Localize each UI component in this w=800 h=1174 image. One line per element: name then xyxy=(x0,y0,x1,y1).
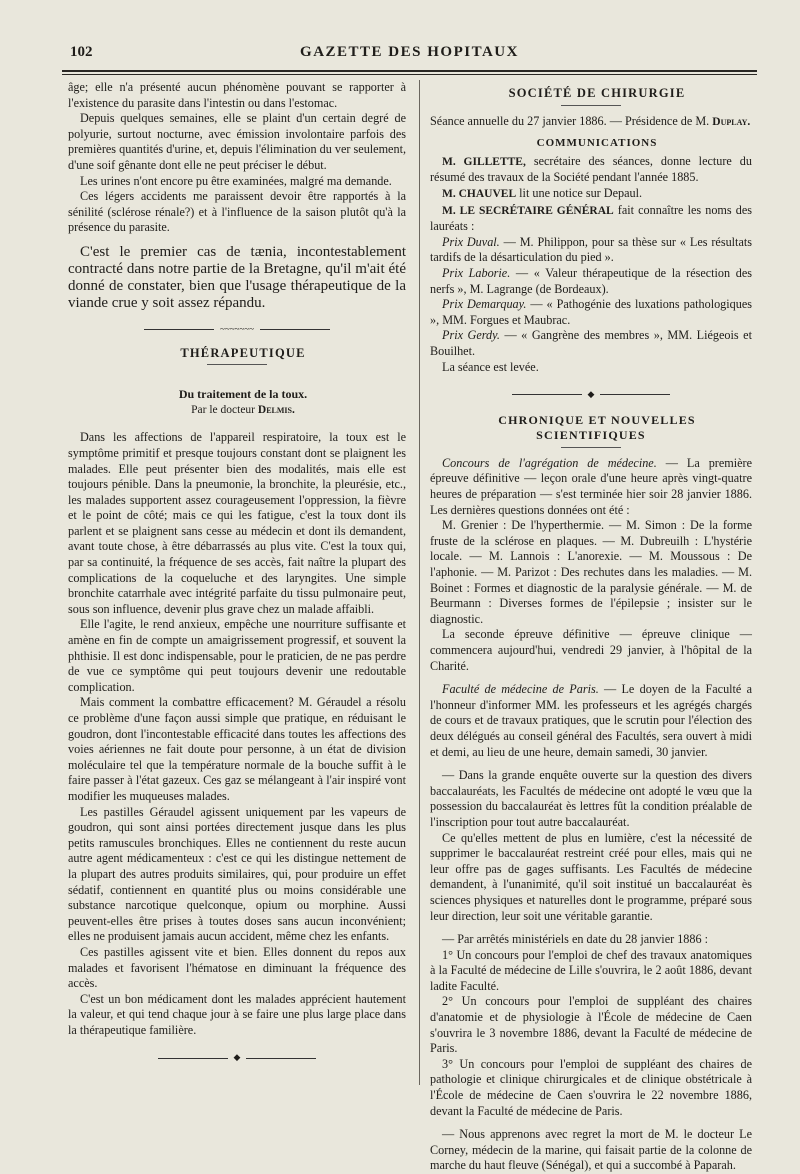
paragraph: — Dans la grande enquête ouverte sur la question des divers baccalauréats, les Facultés de médecine ont adopté le vœu que la possession du baccalauréat ès lettres fût la condition préalable de l'inscription pour tout autre baccalauréat. xyxy=(430,768,752,829)
header-rule-thick xyxy=(62,70,757,72)
paragraph: 2° Un concours pour l'emploi de suppléant des chaires d'anatomie et de physiologie à l'École de médecine de Caen s'ouvrira le 3 novembre 1886, devant la Faculté de médecine de Paris. xyxy=(430,994,752,1056)
column-divider xyxy=(419,80,420,1085)
paragraph: Depuis quelques semaines, elle se plaint d'un certain degré de polyurie, surtout nocturne, avec émission involontaire parfois des premières quantités d'urine, et, depuis l'élimination du ver seulement, d'une soif gênante dont elle ne peut préciser le début. xyxy=(68,111,406,172)
paragraph xyxy=(430,266,752,297)
paragraph: La seconde épreuve définitive — épreuve clinique — commencera aujourd'hui, vendredi 29 janvier, à l'hôpital de la Charité. xyxy=(430,627,752,673)
paragraph xyxy=(430,328,752,359)
paragraph xyxy=(430,203,752,235)
paragraph: — Nous apprenons avec regret la mort de M. le docteur Le Corney, médecin de la marine, qui faisait partie de la colonne de marche du haut fleuve (Sénégal), et qui a succombé à Paparah. xyxy=(430,1127,752,1173)
paragraph: Les pastilles Géraudel agissent uniquement par les vapeurs de goudron, qui sont ainsi portées directement jusque dans les plus petits ramuscules bronchiques. Elles ne contiennent du reste aucun autre agent médicamenteux : c'est ce qui les distingue nettement de la plupart des autres produits similaires, qui, pour produire un effet sédatif, contiennent en quantité plus ou moins considérable une substance narcotique quelconque, opium ou morphine. Aussi peuvent-elles être prises à toutes doses sans aucun inconvénient; elles ne produisent jamais aucun accident, même chez les enfants. xyxy=(68,804,406,944)
ornament-line xyxy=(600,394,670,395)
paragraph xyxy=(430,154,752,186)
paragraph: Dans les affections de l'appareil respiratoire, la toux est le symptôme primitif et presque toujours constant dont se plaignent les malades. Elle peut présenter bien des modalités, mais elle est toujours pénible. Dans la pneumonie, la bronchite, la pleurésie, etc., les malades supportent assez courageusement l'oppression, la fièvre et le point de côté; mais ce qui les fatigue, c'est la toux dont ils parlent et se plaignent sans cesse au médecin et dont ils demandent, avant toute chose, à être débarrassés au plus vite. C'est la toux qui, par sa continuité, la fréquence de ses accès, fait naître la plupart des complications de la coqueluche et des laryngites. Une simple bronchite catarrhale avec intégrité parfaite du tissu pulmonaire peut, sous son influence, devenir plus grave chez un malade affaibli. xyxy=(68,430,406,616)
journal-title: GAZETTE DES HOPITAUX xyxy=(300,44,519,60)
session-text: Séance annuelle du 27 janvier 1886. — Présidence de M. xyxy=(430,113,713,128)
paragraph: C'est un bon médicament dont les malades apprécient hautement la valeur, et qui tend chaque jour à se faire une plus large place dans la thérapeutique familière. xyxy=(68,991,406,1037)
page-header xyxy=(62,40,757,66)
speaker-name: M. LE SECRÉTAIRE GÉNÉRAL xyxy=(442,204,614,217)
text: secrétaire des séances, donne lecture du résumé des travaux de la Société pendant l'année 1885. xyxy=(430,153,752,185)
speaker-name: M. GILLETTE, xyxy=(442,155,526,168)
byline xyxy=(68,403,406,419)
paragraph-large: C'est le premier cas de tænia, incontestablement contracté dans notre partie de la Bretagne, qu'il m'ait été donné de constater, bien que l'usage thérapeutique de la viande crue y soit assez répandu. xyxy=(68,243,406,311)
ornament-line xyxy=(158,1058,228,1059)
paragraph xyxy=(430,235,752,266)
paragraph: Elle l'agite, le rend anxieux, empêche une nourriture suffisante et amène en fin de compte un amaigrissement progressif, et souvent la phthisie. Il est donc indispensable, pour le praticien, de ne pas perdre de vue ce symptôme qui peut toujours devenir une redoutable complication. xyxy=(68,617,406,694)
prize-name: Prix Duval. xyxy=(442,234,500,249)
paragraph xyxy=(430,682,752,760)
header-rule-thin xyxy=(62,74,757,75)
subheading: COMMUNICATIONS xyxy=(536,137,658,150)
paragraph: M. Grenier : De l'hyperthermie. — M. Simon : De la forme fruste de la sclérose en plaques. — M. Dubreuilh : L'hystérie locale. — M. Lannois : L'anorexie. — M. Moussous : De l'aphonie. — M. Parizot : Des rechutes dans les maladies. — M. Boinet : Formes et diagnostic de la paralysie générale. — M. de Beurmann : Diverses formes de l'épilepsie ; insister sur le diagnostic. xyxy=(430,518,752,626)
left-column xyxy=(68,80,406,1066)
prize-name: Prix Laborie. xyxy=(442,265,511,280)
paragraph: 1° Un concours pour l'emploi de chef des travaux anatomiques à la Faculté de médecine de Lille s'ouvrira, le 2 août 1886, devant ladite Faculté. xyxy=(430,947,752,993)
paragraph: 3° Un concours pour l'emploi de suppléant des chaires de pathologie et clinique chirurgicales et de clinique obstétricale à l'École de médecine de Caen s'ouvrira le 22 novembre 1886, devant la Faculté de médecine de Paris. xyxy=(430,1056,752,1118)
paragraph xyxy=(430,186,752,203)
ornament-divider xyxy=(430,387,752,403)
short-rule xyxy=(561,105,621,106)
president-name: Duplay. xyxy=(712,115,751,128)
ornament-line xyxy=(144,329,214,330)
paragraph xyxy=(430,456,752,518)
short-rule xyxy=(561,447,621,448)
prize-name: Prix Gerdy. xyxy=(442,328,500,343)
paragraph xyxy=(430,297,752,328)
session-line xyxy=(430,114,752,131)
text: — M. Philippon, pour sa thèse sur « Les résultats tardifs de la désarticulation du pied ». xyxy=(430,234,752,265)
item-title: Faculté de médecine de Paris. xyxy=(442,682,599,697)
short-rule xyxy=(207,364,267,365)
section-heading: CHRONIQUE ET NOUVELLES SCIENTIFIQUES xyxy=(498,412,696,443)
speaker-name: M. CHAUVEL xyxy=(442,187,517,200)
paragraph: — Par arrêtés ministériels en date du 28 janvier 1886 : xyxy=(442,932,709,947)
ornament-glyph: ~~~~~~~ xyxy=(219,323,255,334)
text: — « Valeur thérapeutique de la résection des nerfs », M. Lagrange (de Bordeaux). xyxy=(430,265,752,296)
text: fait connaître les noms des lauréats : xyxy=(430,202,752,234)
paragraph: Les urines n'ont encore pu être examinées, malgré ma demande. xyxy=(80,173,392,188)
prize-name: Prix Demarquay. xyxy=(442,297,527,312)
text: — La première épreuve définitive — leçon orale d'une heure après vingt-quatre heures de préparation — s'est terminée hier soir 28 janvier 1886. Les dernières questions données ont été : xyxy=(430,455,752,517)
item-title: Concours de l'agrégation de médecine. xyxy=(442,455,657,470)
paragraph: Ces légers accidents me paraissent devoir être rapportés à la sénilité (sclérose rénale?) et à l'influence de la saison plutôt qu'à la présence du parasite. xyxy=(68,189,406,235)
ornament-glyph: ◆ xyxy=(233,1052,241,1063)
right-column xyxy=(430,80,752,1174)
section-heading: SOCIÉTÉ DE CHIRURGIE xyxy=(508,86,686,100)
text: lit une notice sur Depaul. xyxy=(516,185,643,200)
paragraph: Mais comment la combattre efficacement? M. Géraudel a résolu ce problème d'une façon aussi simple que pratique, en réduisant le goudron, dont l'incontestable efficacité dans toutes les affections des voies aériennes ne fait doute pour personne, à un état de division moléculaire tel que la température normale de la bouche suffit à le faire passer à l'état gazeux. Ces gaz se mélangeant à l'air inspiré vont modifier les muqueuses malades. xyxy=(68,695,406,803)
byline-prefix: Par le docteur xyxy=(191,403,258,416)
text: — « Pathogénie des luxations pathologiques », MM. Forgues et Maubrac. xyxy=(430,297,752,327)
text: — Le doyen de la Faculté a l'honneur d'informer MM. les professeurs et les agrégés chargés de cours et de travaux pratiques, que le scrutin pour l'élection des deux délégués au conseil général des Facultés, sera ouvert à midi et demi, au lieu de une heure, demain samedi, 30 janvier. xyxy=(430,682,753,759)
paragraph: La séance est levée. xyxy=(442,359,539,374)
page-number: 102 xyxy=(70,44,93,60)
section-heading: THÉRAPEUTIQUE xyxy=(180,345,306,360)
text: — « Gangrène des membres », MM. Liégeois et Bouilhet. xyxy=(430,328,752,358)
paragraph: Ces pastilles agissent vite et bien. Elles donnent du repos aux malades et favorisent l'hématose en diminuant la fréquence des accès. xyxy=(68,944,406,991)
paragraph: Ce qu'elles mettent de plus en lumière, c'est la nécessité de supprimer le baccalauréat restreint créé pour elles, mais qui ne leur offre pas de gages suffisants. Les Facultés de médecine demandent, à l'unanimité, qu'il soit institué un baccalauréat ès sciences physiques et naturelles dont le programme, préparé sous leur direction, leur soit une véritable garantie. xyxy=(430,830,752,923)
end-ornament xyxy=(68,1050,406,1066)
ornament-divider xyxy=(68,322,406,338)
ornament-glyph: ◆ xyxy=(587,389,595,400)
ornament-line xyxy=(246,1058,316,1059)
article-title: Du traitement de la toux. xyxy=(178,387,308,402)
paragraph: âge; elle n'a présenté aucun phénomène pouvant se rapporter à l'existence du parasite dans l'intestin ou dans l'estomac. xyxy=(68,80,406,110)
ornament-line xyxy=(512,394,582,395)
byline-author: Delmis. xyxy=(257,403,295,416)
ornament-line xyxy=(260,329,330,330)
